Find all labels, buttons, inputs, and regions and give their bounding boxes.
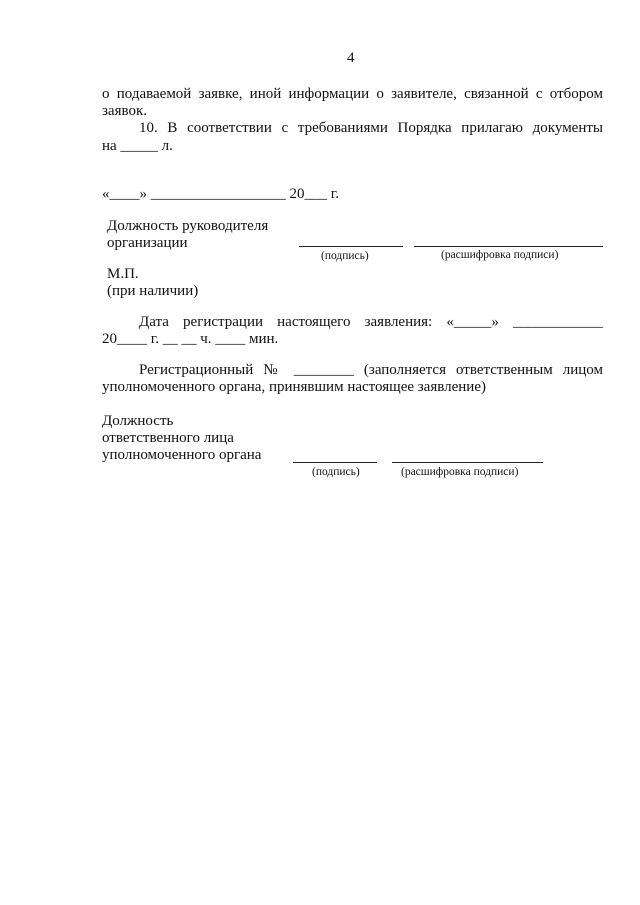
- item10-line2: на _____ л.: [102, 138, 173, 154]
- registration-number-line1: Регистрационный № ________ (заполняется ответственным лицом: [139, 362, 603, 378]
- page-number: 4: [347, 50, 355, 66]
- head-position-line1: Должность руководителя: [107, 218, 269, 234]
- registration-date-line2: 20____ г. __ __ ч. ____ мин.: [102, 331, 279, 347]
- official-decoding-label: (расшифровка подписи): [401, 466, 519, 478]
- official-position-line2: ответственного лица: [102, 430, 234, 446]
- paragraph-top-line1: о подаваемой заявке, иной информации о заявителе, связанной с отбором: [102, 86, 603, 102]
- stamp-line2: (при наличии): [107, 283, 199, 299]
- head-position-line2: организации: [107, 235, 188, 251]
- head-decoding-line: [414, 246, 603, 247]
- paragraph-top-line2: заявок.: [102, 103, 147, 119]
- head-decoding-label: (расшифровка подписи): [441, 249, 559, 261]
- head-signature-line: [299, 246, 403, 247]
- official-signature-line: [293, 462, 377, 463]
- official-decoding-line: [392, 462, 543, 463]
- official-signature-label: (подпись): [312, 466, 360, 478]
- date-line: «____» __________________ 20___ г.: [102, 186, 339, 202]
- item10-line1: 10. В соответствии с требованиями Порядка прилагаю документы: [139, 120, 603, 136]
- official-position-line1: Должность: [102, 413, 174, 429]
- official-position-line3: уполномоченного органа: [102, 447, 262, 463]
- stamp-line1: М.П.: [107, 266, 139, 282]
- head-signature-label: (подпись): [321, 250, 369, 262]
- registration-date-line1: Дата регистрации настоящего заявления: «_____» ____________: [139, 314, 603, 330]
- registration-number-line2: уполномоченного органа, принявшим настоящее заявление): [102, 379, 486, 395]
